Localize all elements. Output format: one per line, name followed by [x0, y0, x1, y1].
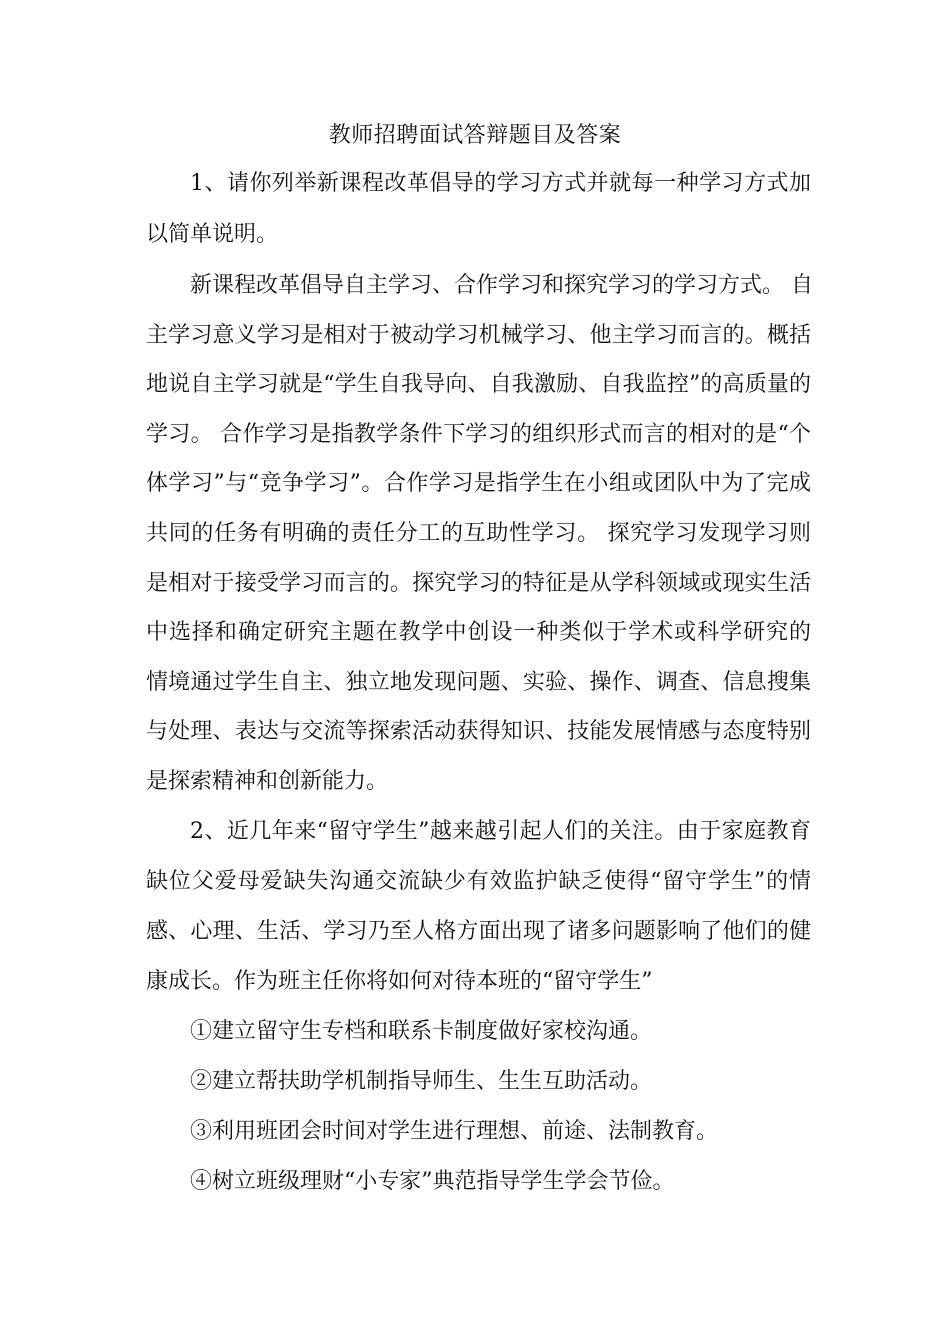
answer-1-line: 中选择和确定研究主题在教学中创设一种类似于学术或科学研究的 — [146, 620, 811, 645]
answer-1-line: 是探索精神和创新能力。 — [146, 769, 389, 794]
answer-1-line: 新课程改革倡导自主学习、合作学习和探究学习的学习方式。 自 — [190, 273, 813, 298]
answer-2-item: ②建立帮扶助学机制指导师生、生生互助活动。 — [190, 1069, 653, 1094]
question-2-line: 2、近几年来“留守学生”越来越引起人们的关注。由于家庭教育 — [190, 819, 811, 844]
answer-1-line: 与处理、表达与交流等探索活动获得知识、技能发展情感与态度特别 — [146, 719, 811, 744]
question-2-line: 感、心理、生活、学习乃至人格方面出现了诸多问题影响了他们的健 — [146, 919, 811, 944]
answer-1-line: 学习。 合作学习是指教学条件下学习的组织形式而言的相对的是“个 — [146, 422, 811, 447]
answer-1-line: 是相对于接受学习而言的。探究学习的特征是从学科领域或现实生活 — [146, 571, 811, 596]
answer-1-line: 主学习意义学习是相对于被动学习机械学习、他主学习而言的。概括 — [146, 323, 811, 348]
answer-2-item: ③利用班团会时间对学生进行理想、前途、法制教育。 — [190, 1119, 719, 1144]
document-title: 教师招聘面试答辩题目及答案 — [328, 123, 622, 148]
answer-1-line: 地说自主学习就是“学生自我导向、自我激励、自我监控”的高质量的 — [146, 372, 811, 397]
question-1-line: 以简单说明。 — [146, 222, 279, 247]
answer-1-line: 体学习”与“竞争学习”。合作学习是指学生在小组或团队中为了完成 — [146, 471, 811, 496]
answer-1-line: 情境通过学生自主、独立地发现问题、实验、操作、调查、信息搜集 — [146, 670, 811, 695]
answer-2-item: ④树立班级理财“小专家”典范指导学生学会节俭。 — [190, 1169, 675, 1194]
answer-1-line: 共同的任务有明确的责任分工的互助性学习。 探究学习发现学习则 — [146, 521, 811, 546]
answer-2-item: ①建立留守生专档和联系卡制度做好家校沟通。 — [190, 1019, 653, 1044]
question-2-line: 康成长。作为班主任你将如何对待本班的“留守学生” — [146, 969, 653, 994]
question-1-line: 1、请你列举新课程改革倡导的学习方式并就每一种学习方式加 — [190, 171, 811, 196]
question-2-line: 缺位父爱母爱缺失沟通交流缺少有效监护缺乏使得“留守学生”的情 — [146, 869, 811, 894]
